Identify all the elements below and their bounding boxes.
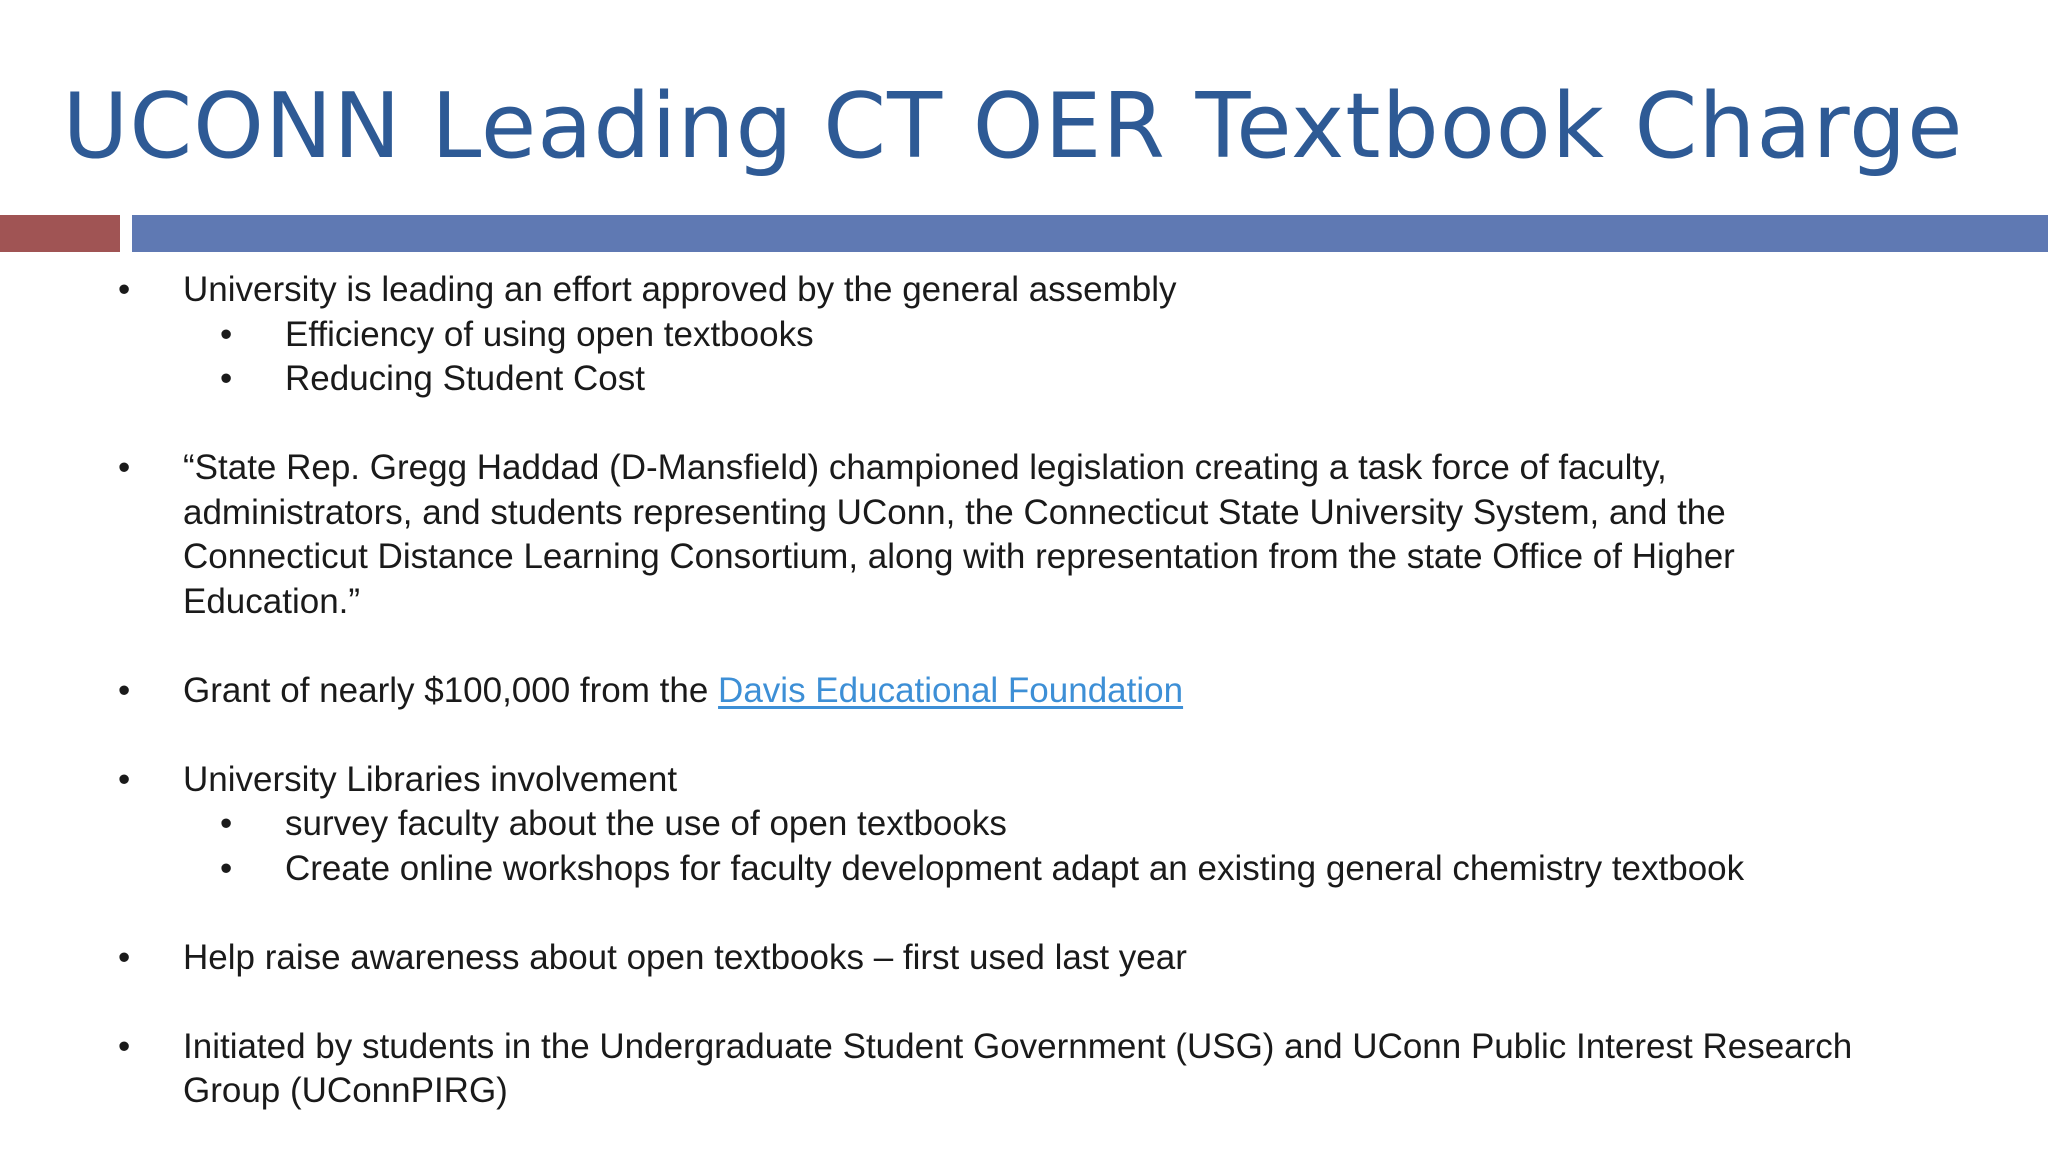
bullet-item [0,446,2048,624]
bullet-marker: • [118,937,131,977]
slide-title: UCONN Leading CT OER Textbook Charge [62,74,1964,179]
spacer [0,713,2048,758]
bullet-item [0,1025,2048,1114]
bullet-marker: • [118,670,131,710]
bullet-text: University is leading an effort approved by the general assembly [183,270,1177,309]
sub-bullet-text: survey faculty about the use of open textbooks [285,804,1007,843]
bullet-marker: • [118,448,131,487]
sub-bullet-item [0,847,2048,892]
bullet-text: Grant of nearly $100,000 from the [183,670,719,710]
sub-bullet-item [0,357,2048,402]
bullet-text: Initiated by students in the Undergraduate Student Government (USG) and UConn Public Interest Research Group (UConnPIRG) [183,1026,1853,1110]
spacer [0,980,2048,1025]
bullet-item [0,669,2048,714]
bullet-item [0,936,2048,981]
bullet-marker: • [118,1026,131,1066]
bullet-marker: • [118,270,131,309]
bullet-marker: • [220,359,233,398]
accent-bar-right [132,215,2048,252]
sub-bullet-text: Efficiency of using open textbooks [285,314,814,354]
bullet-marker: • [220,848,233,888]
sub-bullet-text: Reducing Student Cost [285,359,645,398]
spacer [0,891,2048,936]
bullet-item [0,758,2048,803]
bullet-text: University Libraries involvement [183,759,678,799]
bullet-marker: • [118,759,131,799]
sub-bullet-item [0,313,2048,358]
bullet-text: “State Rep. Gregg Haddad (D-Mansfield) championed legislation creating a task force of faculty, administrators, and students representing UConn, the Connecticut State University System, and the Connecticut Distance Learning Consortium, along with representation from the state Office of Higher Education.” [183,448,1735,621]
davis-foundation-link[interactable]: Davis Educational Foundation [718,670,1184,710]
bullet-marker: • [220,314,233,354]
bullet-list [0,268,2048,1114]
sub-bullet-text: Create online workshops for faculty development adapt an existing general chemistry textbook [285,848,1745,888]
bullet-text: Help raise awareness about open textbooks – first used last year [183,937,1187,977]
bullet-item [0,268,2048,313]
sub-bullet-item [0,802,2048,847]
spacer [0,624,2048,669]
bullet-marker: • [220,804,233,843]
accent-bar-left [0,215,120,252]
spacer [0,402,2048,447]
